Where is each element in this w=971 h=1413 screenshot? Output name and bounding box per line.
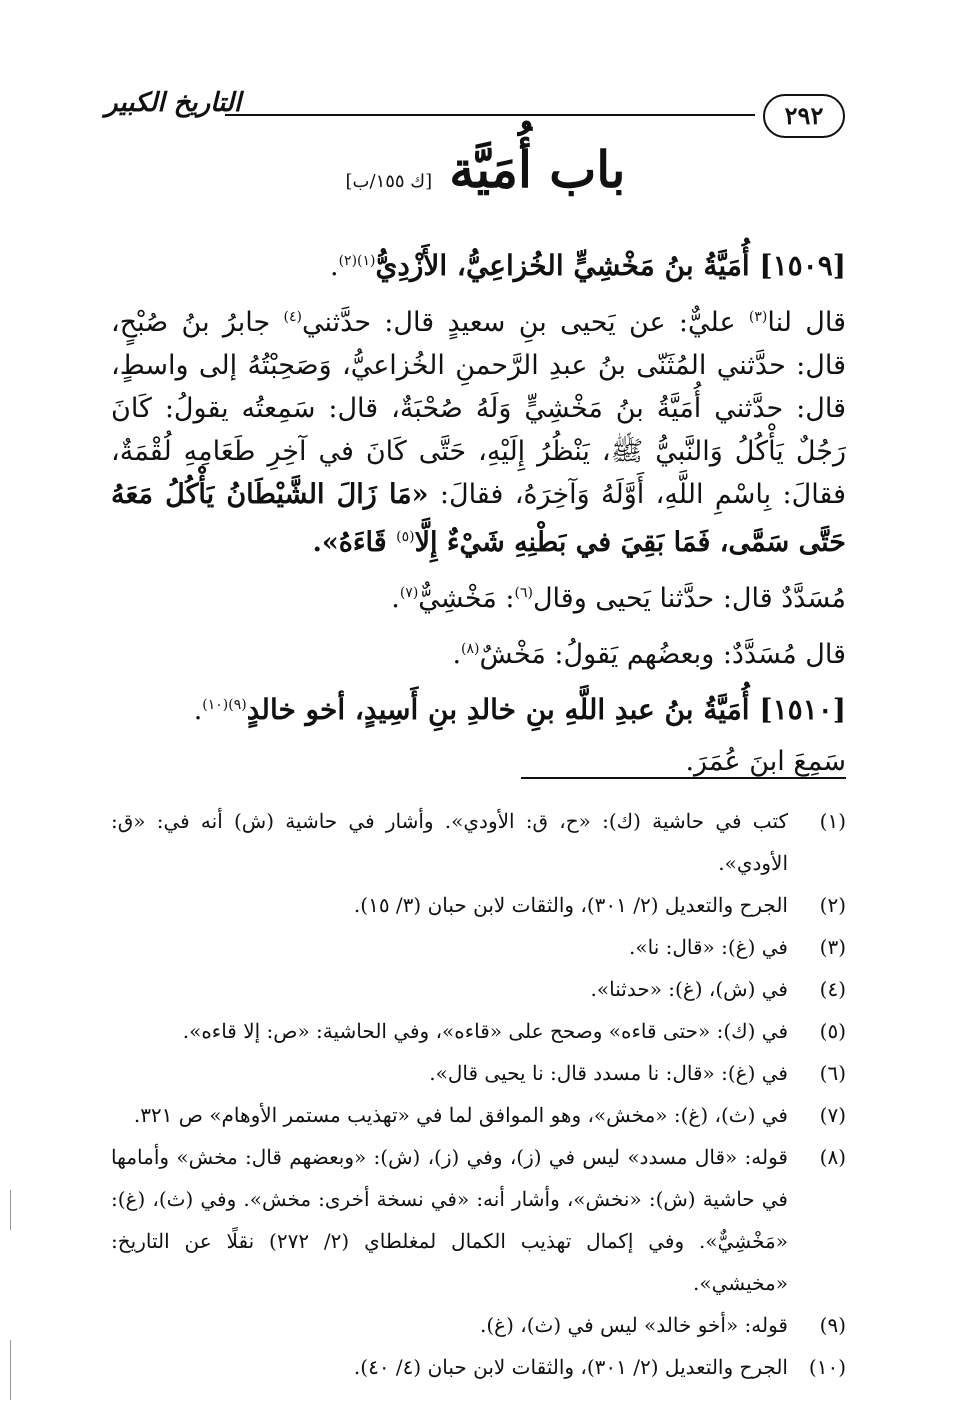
hadith-quote: «مَا زَالَ الشَّيْطَانُ يَأْكُلُ مَعَهُ حَتَّى سَمَّى، فَمَا بَقِيَ في بَطْنِهِ شَيْءٌ إِلَّا xyxy=(111,479,846,558)
scan-edge-mark xyxy=(10,1190,11,1230)
footnote: (١٠) الجرح والتعديل (٢/ ٣٠١)، والثقات لابن حبان (٤/ ٤٠). xyxy=(353,1355,846,1379)
footnote-ref: (١)(٢) xyxy=(338,253,376,269)
footnote: (٨) قوله: «قال مسدد» ليس في (ز)، وفي (ز)، (ش): «وبعضهم قال: مخش» وأمامها في حاشية (ش): «نخش»، وأشار أنه: «في نسخة أخرى: مخش». وفي (ث)، (غ): «مَخْشِيٌّ». وفي إكمال تهذيب الكمال لمغلطاي (٢/ ٢٧٢) نقلًا عن التاريخ: «مخيشي». xyxy=(111,1145,846,1295)
chapter-title: باب أُمَيَّة xyxy=(449,140,626,199)
footnote: (٥) في (ك): «حتى قاءه» وصحح على «قاءه»، وفي الحاشية: «ص: إلا قاءه». xyxy=(182,1019,846,1043)
entry-1509-text: قال لنا$^{(٣)}$ عليٌّ: عن يَحيى بنِ سعيدٍ قال: حدَّثني$^{(٤)}$ جابرُ بنُ صُبْحٍ، قال: حدَّثني المُثَنّى بنُ عبدِ الرَّحمنِ الخُزاعيُّ، وَصَحِبْتُهُ إلى واسطٍ، قال: حدَّثني أُمَيَّةُ بنُ مَخْشِيٍّ وَلَهُ صُحْبَةٌ، قال: سَمِعتُه يقولُ: كَانَ رَجُلٌ يَأْكُلُ وَالنَّبيُّ ﷺ، يَنْظُرُ إِلَيْهِ، حَتَّى كَانَ في آخِرِ طَعَامِهِ لُقْمَةٌ، فقالَ: بِاسْمِ اللَّهِ، أَوَّلَهُ وَآخِرَهُ، فقالَ: «مَا زَالَ الشَّيْطَانُ يَأْكُلُ مَعَهُ حَتَّى سَمَّى، فَمَا بَقِيَ في بَطْنِهِ شَيْءٌ إِلَّا$^{(٥)}$ قَاءَهُ». xyxy=(111,307,846,558)
footnote-ref: (٨) xyxy=(461,641,480,657)
footnotes xyxy=(111,800,846,1388)
entry-1510-text: سَمِعَ ابنَ عُمَرَ. xyxy=(685,746,846,777)
entry-1509-note-1: مُسَدَّدٌ قال: حدَّثنا يَحيى وقال$^{(٦)}$: مَخْشِيٌّ$^{(٧)}$. xyxy=(391,583,846,614)
footnote-separator xyxy=(521,777,846,779)
entry-1509-note-2: قال مُسَدَّدٌ: وبعضُهم يَقولُ: مَخْشٌ$^{(٨)}$. xyxy=(452,639,846,670)
footnote: (٦) في (غ): «قال: نا مسدد قال: نا يحيى قال». xyxy=(429,1061,846,1085)
footnote: (٣) في (غ): «قال: نا». xyxy=(629,935,846,959)
footnote-ref: (٣) xyxy=(748,309,768,325)
footnote: (٧) في (ث)، (غ): «مخش»، وهو الموافق لما في «تهذيب مستمر الأوهام» ص ٣٢١. xyxy=(133,1103,846,1127)
footnote: (٤) في (ش)، (غ): «حدثنا». xyxy=(590,977,846,1001)
page-header xyxy=(105,88,845,148)
footnote-ref: (٦) xyxy=(514,585,533,601)
footnote-ref: (٩)(١٠) xyxy=(202,697,247,713)
main-text xyxy=(111,240,846,791)
footnote: (١) كتب في حاشية (ك): «ح، ق: الأودي». وأشار في حاشية (ش) أنه في: «ق: الأودي». xyxy=(111,809,846,875)
scan-edge-mark xyxy=(10,1340,11,1400)
entry-1510-heading: [١٥١٠] أُمَيَّةُ بنُ عبدِ اللَّهِ بنِ خالدِ بنِ أَسِيدٍ، أخو خالدٍ$^{(٩)(١٠)}$. xyxy=(193,693,846,726)
footnote-ref: (٤) xyxy=(283,309,302,325)
footnote: (٢) الجرح والتعديل (٢/ ٣٠١)، والثقات لابن حبان (٣/ ١٥). xyxy=(353,893,846,917)
chapter-heading xyxy=(0,140,971,199)
header-rule xyxy=(225,114,755,116)
running-title: التاريخ الكبير xyxy=(105,88,242,118)
page-number: ٢٩٢ xyxy=(763,94,845,138)
footnote: (٩) قوله: «أخو خالد» ليس في (ث)، (غ). xyxy=(479,1313,846,1337)
footnote-ref: (٥) xyxy=(396,529,415,545)
footnote-ref: (٧) xyxy=(399,585,419,601)
manuscript-ref: [ك ١٥٥/ب] xyxy=(345,171,433,192)
entry-1509-heading: [١٥٠٩] أُمَيَّةُ بنُ مَخْشِيٍّ الخُزاعِيُّ، الأَزْدِيُّ$^{(١)(٢)}$. xyxy=(329,249,846,282)
